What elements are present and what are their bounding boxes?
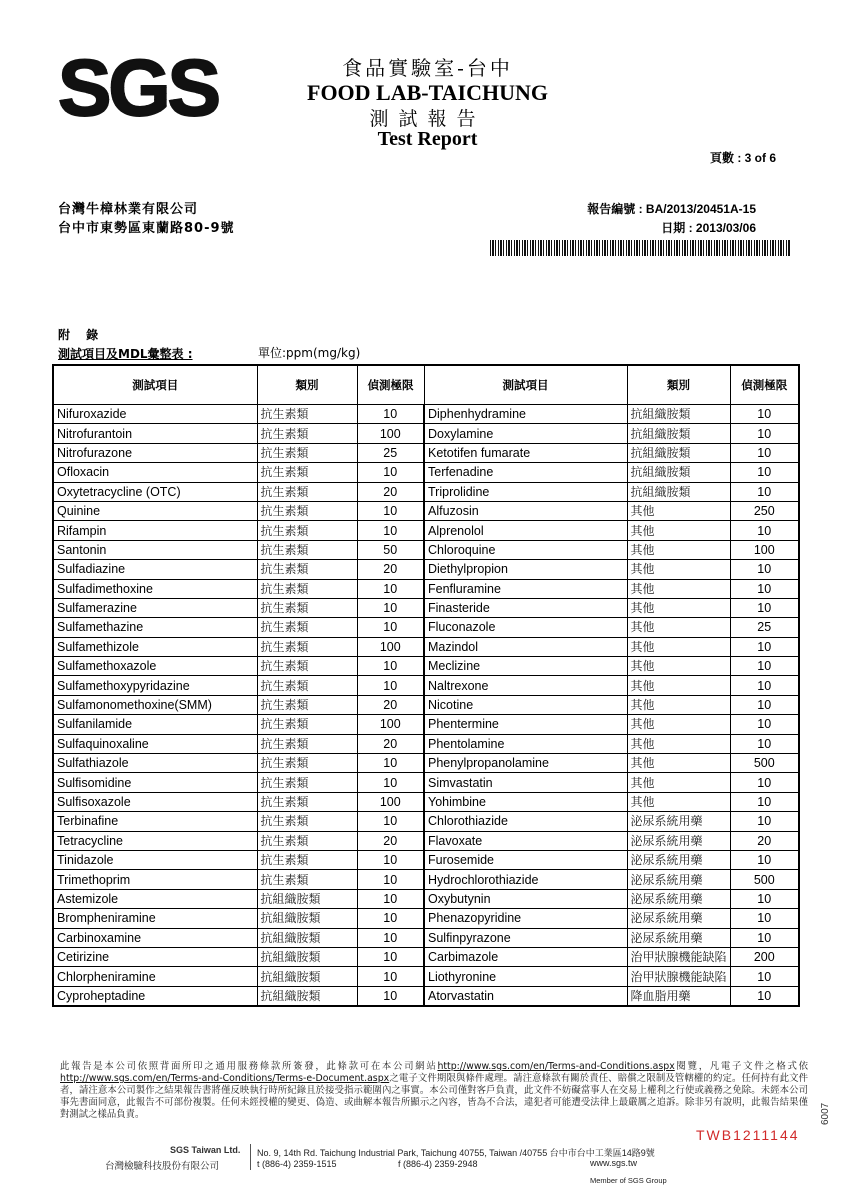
cell-category-right: 其他 xyxy=(627,734,730,753)
cell-limit-left: 10 xyxy=(357,618,424,637)
cell-category-right: 其他 xyxy=(627,521,730,540)
cell-item-right: Sulfinpyrazone xyxy=(424,928,627,947)
cell-category-left: 抗生素類 xyxy=(257,695,357,714)
table-row xyxy=(53,850,799,869)
cell-category-left: 抗生素類 xyxy=(257,598,357,617)
cell-category-right: 其他 xyxy=(627,715,730,734)
cell-item-left: Santonin xyxy=(53,540,257,559)
cell-item-right: Phentermine xyxy=(424,715,627,734)
cell-limit-right: 10 xyxy=(730,482,799,501)
col-header-limit-right: 偵測極限 xyxy=(730,365,799,405)
cell-category-left: 抗生素類 xyxy=(257,870,357,889)
col-header-item-left: 測試項目 xyxy=(53,365,257,405)
lab-name-zh: 食品實驗室-台中 xyxy=(342,56,513,80)
cell-item-left: Nifuroxazide xyxy=(53,405,257,424)
disclaimer-text-1: 此報告是本公司依照背面所印之通用服務條款所簽發，此條款可在本公司網站 xyxy=(60,1061,438,1072)
cell-item-right: Doxylamine xyxy=(424,424,627,443)
col-header-category-left: 類別 xyxy=(257,365,357,405)
cell-limit-left: 10 xyxy=(357,773,424,792)
mdl-table-title: 測試項目及MDL彙整表 : xyxy=(58,347,193,361)
report-date: 日期 : 2013/03/06 xyxy=(661,221,756,235)
cell-item-left: Terbinafine xyxy=(53,812,257,831)
cell-item-left: Sulfisomidine xyxy=(53,773,257,792)
cell-category-left: 抗生素類 xyxy=(257,521,357,540)
cell-item-right: Simvastatin xyxy=(424,773,627,792)
cell-item-right: Atorvastatin xyxy=(424,986,627,1006)
cell-category-left: 抗組織胺類 xyxy=(257,947,357,966)
cell-item-right: Phentolamine xyxy=(424,734,627,753)
footer-divider xyxy=(250,1144,251,1170)
cell-category-right: 其他 xyxy=(627,560,730,579)
cell-category-left: 抗生素類 xyxy=(257,618,357,637)
cell-category-right: 降血脂用藥 xyxy=(627,986,730,1006)
cell-category-left: 抗生素類 xyxy=(257,540,357,559)
cell-category-right: 其他 xyxy=(627,792,730,811)
cell-limit-left: 20 xyxy=(357,695,424,714)
cell-category-right: 抗組織胺類 xyxy=(627,482,730,501)
cell-limit-left: 10 xyxy=(357,986,424,1006)
cell-item-right: Chlorothiazide xyxy=(424,812,627,831)
cell-category-left: 抗生素類 xyxy=(257,657,357,676)
cell-category-right: 其他 xyxy=(627,754,730,773)
cell-category-right: 其他 xyxy=(627,618,730,637)
cell-category-right: 其他 xyxy=(627,695,730,714)
cell-category-left: 抗生素類 xyxy=(257,463,357,482)
barcode xyxy=(490,240,790,256)
cell-limit-left: 10 xyxy=(357,928,424,947)
cell-item-left: Nitrofurantoin xyxy=(53,424,257,443)
cell-item-left: Sulfisoxazole xyxy=(53,792,257,811)
cell-limit-right: 10 xyxy=(730,579,799,598)
table-row xyxy=(53,831,799,850)
cell-limit-left: 10 xyxy=(357,521,424,540)
table-row xyxy=(53,501,799,520)
cell-item-right: Chloroquine xyxy=(424,540,627,559)
cell-item-left: Nitrofurazone xyxy=(53,443,257,462)
cell-limit-right: 10 xyxy=(730,715,799,734)
cell-limit-left: 10 xyxy=(357,676,424,695)
cell-category-right: 其他 xyxy=(627,598,730,617)
cell-limit-left: 10 xyxy=(357,657,424,676)
cell-category-left: 抗生素類 xyxy=(257,405,357,424)
table-row xyxy=(53,676,799,695)
cell-item-left: Astemizole xyxy=(53,889,257,908)
cell-limit-right: 250 xyxy=(730,501,799,520)
table-row xyxy=(53,792,799,811)
cell-category-right: 其他 xyxy=(627,657,730,676)
client-address: 台中市東勢區東蘭路80-9號 xyxy=(58,221,235,236)
table-row xyxy=(53,560,799,579)
cell-limit-right: 10 xyxy=(730,637,799,656)
cell-limit-left: 10 xyxy=(357,850,424,869)
cell-category-left: 抗生素類 xyxy=(257,792,357,811)
cell-item-right: Oxybutynin xyxy=(424,889,627,908)
table-row xyxy=(53,657,799,676)
table-row xyxy=(53,773,799,792)
page-number: 頁數 : 3 of 6 xyxy=(709,151,776,165)
cell-limit-right: 25 xyxy=(730,618,799,637)
cell-category-right: 抗組織胺類 xyxy=(627,463,730,482)
cell-item-left: Sulfamethazine xyxy=(53,618,257,637)
cell-limit-right: 10 xyxy=(730,657,799,676)
cell-category-left: 抗組織胺類 xyxy=(257,909,357,928)
cell-item-left: Carbinoxamine xyxy=(53,928,257,947)
table-body xyxy=(53,405,799,1007)
cell-category-right: 泌尿系統用藥 xyxy=(627,889,730,908)
table-row xyxy=(53,928,799,947)
cell-limit-right: 10 xyxy=(730,521,799,540)
cell-limit-right: 10 xyxy=(730,405,799,424)
table-row xyxy=(53,986,799,1006)
cell-limit-left: 10 xyxy=(357,947,424,966)
cell-limit-left: 10 xyxy=(357,405,424,424)
cell-category-left: 抗組織胺類 xyxy=(257,967,357,986)
cell-category-right: 泌尿系統用藥 xyxy=(627,928,730,947)
cell-category-left: 抗生素類 xyxy=(257,637,357,656)
table-row xyxy=(53,424,799,443)
cell-item-right: Phenazopyridine xyxy=(424,909,627,928)
cell-category-right: 泌尿系統用藥 xyxy=(627,909,730,928)
table-row xyxy=(53,812,799,831)
cell-item-right: Yohimbine xyxy=(424,792,627,811)
cell-limit-left: 100 xyxy=(357,715,424,734)
cell-item-left: Sulfamerazine xyxy=(53,598,257,617)
cell-item-right: Terfenadine xyxy=(424,463,627,482)
side-code: 6007 xyxy=(820,1102,831,1125)
table-row xyxy=(53,443,799,462)
cell-item-right: Flavoxate xyxy=(424,831,627,850)
cell-category-left: 抗組織胺類 xyxy=(257,889,357,908)
cell-category-left: 抗生素類 xyxy=(257,715,357,734)
cell-limit-right: 200 xyxy=(730,947,799,966)
cell-limit-right: 10 xyxy=(730,889,799,908)
cell-item-left: Chlorpheniramine xyxy=(53,967,257,986)
cell-limit-left: 100 xyxy=(357,424,424,443)
client-name: 台灣牛樟林業有限公司 xyxy=(58,202,199,217)
cell-category-right: 治甲狀腺機能缺陷 xyxy=(627,947,730,966)
disclaimer-text-3: 之電子文件期限與條件處理。請注意條款有關於責任、賠償之限制及管轄權的約定。任何持有此文件者，請注意本公司製作之結果報告書將僅反映執行時所紀錄且於接受指示範圍內之事實。本公司僅對客戶負責，此文件不妨礙當事人在交易上權利之行使或義務之免除。未經本公司事先書面同意，此報告不可部份複製。任何未經授權的變更、偽造、或曲解本報告所顯示之內容，皆為不合法，違犯者可能遭受法律上最嚴厲之追訴。除非另有說明，此報告結果僅對測試之樣品負責。 xyxy=(60,1073,808,1120)
company-fax: f (886-4) 2359-2948 xyxy=(398,1159,478,1169)
cell-item-right: Meclizine xyxy=(424,657,627,676)
cell-category-right: 治甲狀腺機能缺陷 xyxy=(627,967,730,986)
cell-limit-left: 10 xyxy=(357,967,424,986)
cell-item-right: Triprolidine xyxy=(424,482,627,501)
cell-limit-right: 10 xyxy=(730,560,799,579)
cell-item-right: Alfuzosin xyxy=(424,501,627,520)
cell-item-right: Liothyronine xyxy=(424,967,627,986)
cell-item-left: Cetirizine xyxy=(53,947,257,966)
cell-item-right: Diphenhydramine xyxy=(424,405,627,424)
cell-limit-left: 10 xyxy=(357,754,424,773)
table-row xyxy=(53,463,799,482)
cell-limit-left: 20 xyxy=(357,482,424,501)
cell-limit-right: 20 xyxy=(730,831,799,850)
company-name-en: SGS Taiwan Ltd. xyxy=(170,1145,241,1155)
cell-item-left: Sulfaquinoxaline xyxy=(53,734,257,753)
cell-limit-right: 10 xyxy=(730,967,799,986)
sgs-logo: SGS xyxy=(58,43,218,132)
cell-item-right: Hydrochlorothiazide xyxy=(424,870,627,889)
cell-category-right: 抗組織胺類 xyxy=(627,424,730,443)
cell-item-right: Carbimazole xyxy=(424,947,627,966)
cell-item-right: Fenfluramine xyxy=(424,579,627,598)
cell-item-left: Cyproheptadine xyxy=(53,986,257,1006)
cell-category-right: 其他 xyxy=(627,773,730,792)
company-name-zh: 台灣檢驗科技股份有限公司 xyxy=(105,1161,220,1172)
cell-item-left: Trimethoprim xyxy=(53,870,257,889)
table-row xyxy=(53,715,799,734)
cell-item-right: Fluconazole xyxy=(424,618,627,637)
cell-category-right: 其他 xyxy=(627,676,730,695)
cell-limit-left: 10 xyxy=(357,812,424,831)
table-row xyxy=(53,947,799,966)
table-row xyxy=(53,754,799,773)
cell-category-left: 抗生素類 xyxy=(257,424,357,443)
table-row xyxy=(53,909,799,928)
cell-category-left: 抗組織胺類 xyxy=(257,928,357,947)
cell-limit-left: 10 xyxy=(357,501,424,520)
cell-item-left: Sulfamethoxypyridazine xyxy=(53,676,257,695)
cell-category-left: 抗生素類 xyxy=(257,812,357,831)
cell-limit-left: 20 xyxy=(357,734,424,753)
report-title-zh: 測試報告 xyxy=(369,108,486,130)
disclaimer-text-2: 閱覽，凡電子文件之格式依 xyxy=(674,1061,808,1072)
cell-category-right: 泌尿系統用藥 xyxy=(627,870,730,889)
cell-limit-right: 500 xyxy=(730,754,799,773)
table-row xyxy=(53,405,799,424)
col-header-category-right: 類別 xyxy=(627,365,730,405)
cell-category-right: 其他 xyxy=(627,540,730,559)
table-row xyxy=(53,598,799,617)
report-title-en: Test Report xyxy=(377,128,478,150)
cell-limit-left: 10 xyxy=(357,579,424,598)
cell-item-left: Sulfamethoxazole xyxy=(53,657,257,676)
cell-limit-left: 20 xyxy=(357,831,424,850)
cell-limit-right: 10 xyxy=(730,928,799,947)
cell-item-right: Diethylpropion xyxy=(424,560,627,579)
terms-link[interactable]: http://www.sgs.com/en/Terms-and-Conditions.aspx xyxy=(437,1061,675,1072)
cell-limit-left: 10 xyxy=(357,463,424,482)
cell-limit-left: 25 xyxy=(357,443,424,462)
table-row xyxy=(53,540,799,559)
cell-limit-left: 10 xyxy=(357,909,424,928)
cell-limit-right: 10 xyxy=(730,734,799,753)
cell-limit-left: 20 xyxy=(357,560,424,579)
serial-number: TWB1211144 xyxy=(696,1127,800,1143)
cell-limit-right: 10 xyxy=(730,695,799,714)
cell-limit-right: 10 xyxy=(730,792,799,811)
cell-category-right: 其他 xyxy=(627,579,730,598)
cell-limit-right: 100 xyxy=(730,540,799,559)
cell-category-right: 其他 xyxy=(627,501,730,520)
cell-limit-left: 100 xyxy=(357,792,424,811)
cell-limit-left: 10 xyxy=(357,598,424,617)
table-row xyxy=(53,734,799,753)
e-document-terms-link[interactable]: http://www.sgs.com/en/Terms-and-Conditions/Terms-e-Document.aspx xyxy=(60,1073,390,1084)
lab-name-en: FOOD LAB-TAICHUNG xyxy=(307,80,548,105)
table-row xyxy=(53,618,799,637)
cell-item-right: Mazindol xyxy=(424,637,627,656)
report-number: 報告編號 : BA/2013/20451A-15 xyxy=(587,202,756,216)
cell-category-left: 抗生素類 xyxy=(257,560,357,579)
cell-category-right: 其他 xyxy=(627,637,730,656)
company-address: No. 9, 14th Rd. Taichung Industrial Park, Taichung 40755, Taiwan /40755 台中市台中工業區14路9號 xyxy=(257,1148,655,1158)
cell-item-left: Quinine xyxy=(53,501,257,520)
table-row xyxy=(53,870,799,889)
cell-category-left: 抗生素類 xyxy=(257,501,357,520)
cell-limit-right: 10 xyxy=(730,850,799,869)
cell-category-left: 抗生素類 xyxy=(257,482,357,501)
cell-category-right: 泌尿系統用藥 xyxy=(627,831,730,850)
cell-category-left: 抗生素類 xyxy=(257,773,357,792)
cell-item-left: Tetracycline xyxy=(53,831,257,850)
table-row xyxy=(53,695,799,714)
cell-limit-right: 500 xyxy=(730,870,799,889)
cell-limit-left: 10 xyxy=(357,889,424,908)
cell-category-left: 抗生素類 xyxy=(257,734,357,753)
table-row xyxy=(53,482,799,501)
cell-category-right: 抗組織胺類 xyxy=(627,443,730,462)
cell-limit-right: 10 xyxy=(730,773,799,792)
cell-item-left: Sulfadiazine xyxy=(53,560,257,579)
cell-limit-left: 10 xyxy=(357,870,424,889)
cell-category-left: 抗生素類 xyxy=(257,579,357,598)
cell-category-left: 抗生素類 xyxy=(257,676,357,695)
cell-item-right: Alprenolol xyxy=(424,521,627,540)
cell-category-left: 抗組織胺類 xyxy=(257,986,357,1006)
unit-label: 單位:ppm(mg/kg) xyxy=(258,346,361,360)
cell-limit-right: 10 xyxy=(730,812,799,831)
cell-limit-right: 10 xyxy=(730,424,799,443)
table-row xyxy=(53,579,799,598)
cell-item-right: Furosemide xyxy=(424,850,627,869)
cell-item-left: Ofloxacin xyxy=(53,463,257,482)
cell-category-left: 抗生素類 xyxy=(257,850,357,869)
cell-category-right: 泌尿系統用藥 xyxy=(627,812,730,831)
table-row xyxy=(53,967,799,986)
cell-item-left: Sulfanilamide xyxy=(53,715,257,734)
cell-limit-right: 10 xyxy=(730,463,799,482)
cell-limit-right: 10 xyxy=(730,676,799,695)
cell-limit-right: 10 xyxy=(730,986,799,1006)
table-row xyxy=(53,637,799,656)
cell-category-left: 抗生素類 xyxy=(257,831,357,850)
mdl-table xyxy=(52,364,800,1007)
table-row xyxy=(53,521,799,540)
table-row xyxy=(53,889,799,908)
col-header-limit-left: 偵測極限 xyxy=(357,365,424,405)
cell-item-left: Brompheniramine xyxy=(53,909,257,928)
cell-item-right: Naltrexone xyxy=(424,676,627,695)
cell-item-left: Oxytetracycline (OTC) xyxy=(53,482,257,501)
member-note: Member of SGS Group xyxy=(590,1176,667,1185)
disclaimer xyxy=(60,1061,808,1121)
cell-category-left: 抗生素類 xyxy=(257,443,357,462)
appendix-label: 附 錄 xyxy=(58,328,105,342)
cell-limit-left: 100 xyxy=(357,637,424,656)
col-header-item-right: 測試項目 xyxy=(424,365,627,405)
cell-item-right: Finasteride xyxy=(424,598,627,617)
cell-limit-right: 10 xyxy=(730,598,799,617)
company-website[interactable]: www.sgs.tw xyxy=(590,1158,638,1168)
cell-item-right: Phenylpropanolamine xyxy=(424,754,627,773)
cell-category-right: 抗組織胺類 xyxy=(627,405,730,424)
cell-limit-right: 10 xyxy=(730,443,799,462)
cell-item-left: Tinidazole xyxy=(53,850,257,869)
cell-limit-right: 10 xyxy=(730,909,799,928)
cell-item-left: Sulfadimethoxine xyxy=(53,579,257,598)
cell-category-right: 泌尿系統用藥 xyxy=(627,850,730,869)
cell-item-left: Sulfamethizole xyxy=(53,637,257,656)
cell-item-left: Sulfathiazole xyxy=(53,754,257,773)
cell-item-left: Rifampin xyxy=(53,521,257,540)
cell-item-left: Sulfamonomethoxine(SMM) xyxy=(53,695,257,714)
cell-item-right: Nicotine xyxy=(424,695,627,714)
cell-limit-left: 50 xyxy=(357,540,424,559)
company-phone: t (886-4) 2359-1515 xyxy=(257,1159,337,1169)
cell-item-right: Ketotifen fumarate xyxy=(424,443,627,462)
cell-category-left: 抗生素類 xyxy=(257,754,357,773)
table-header-row xyxy=(53,365,799,405)
